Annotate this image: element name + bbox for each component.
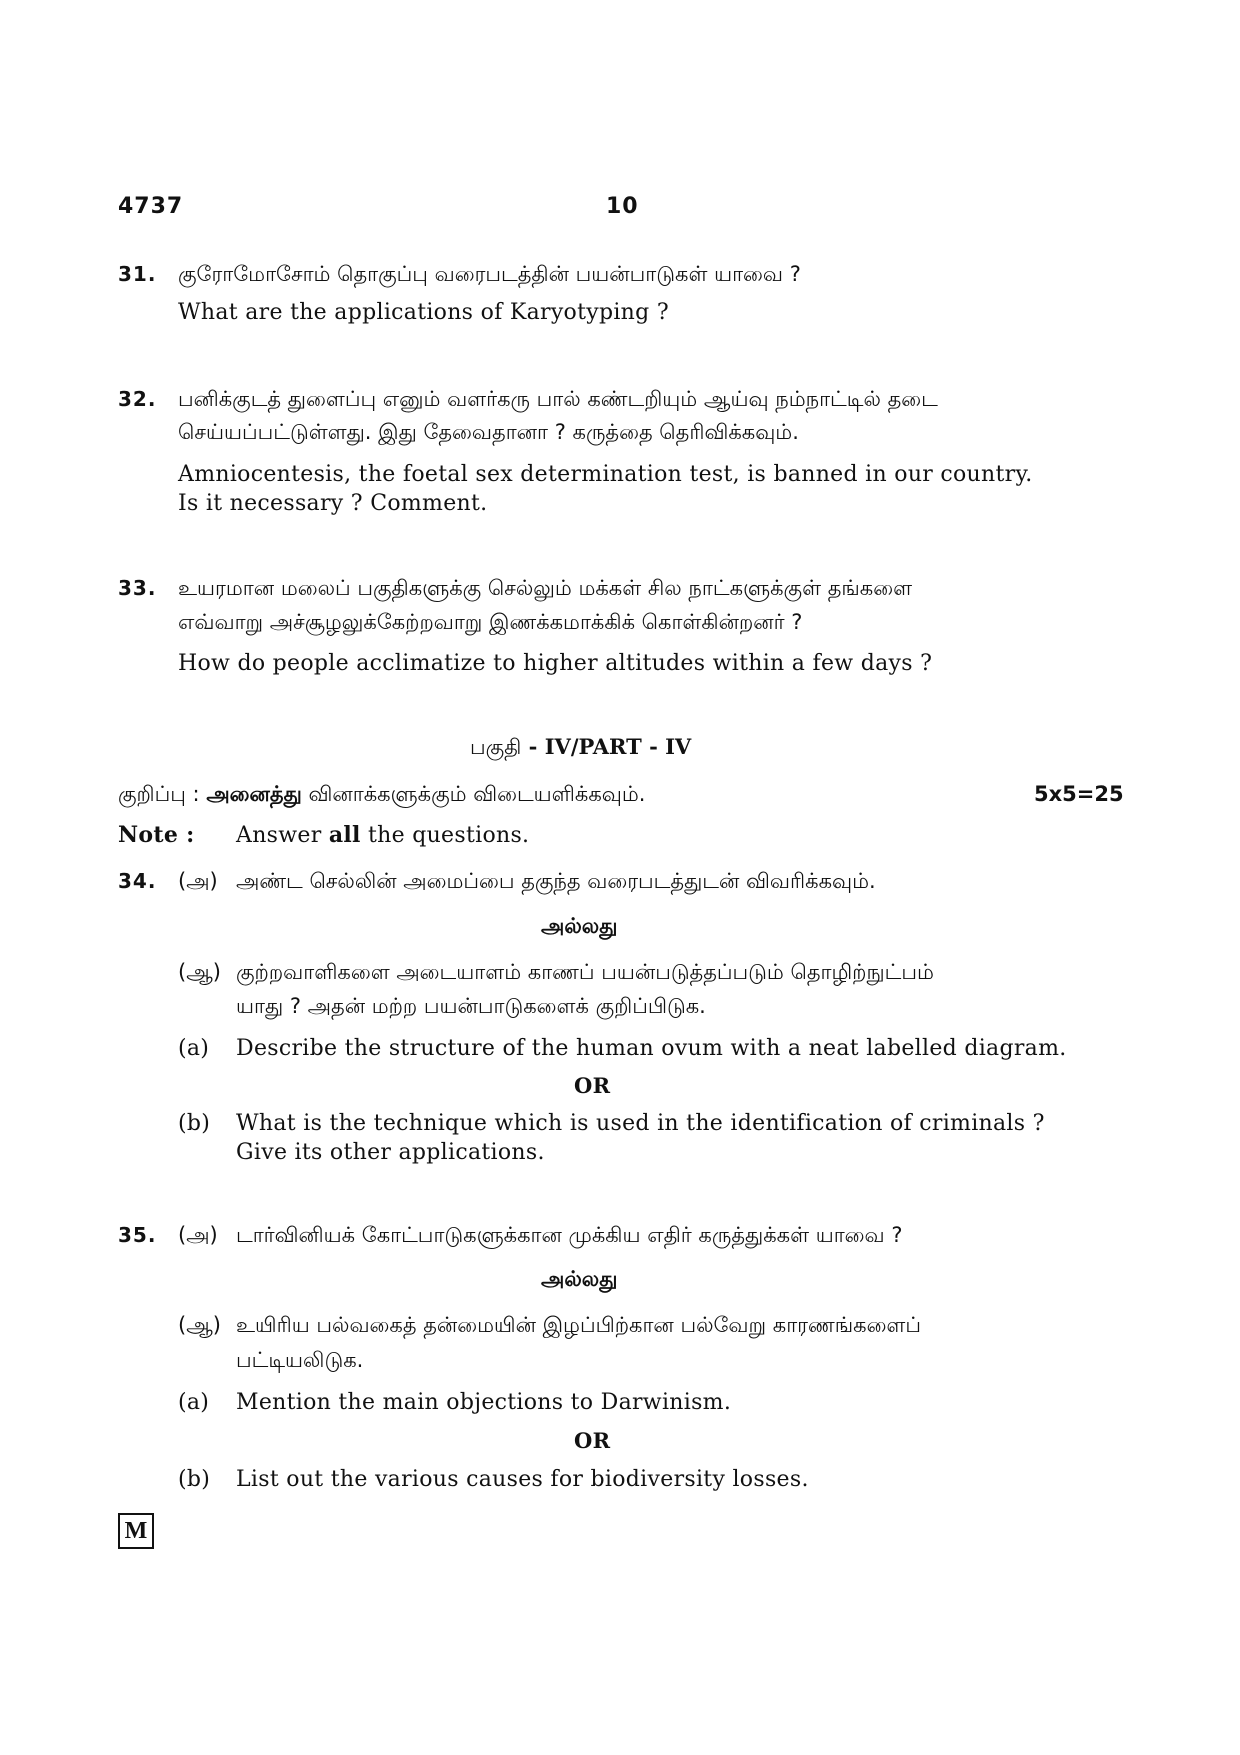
- option-b-tamil-line2: பட்டியலிடுக.: [236, 1348, 364, 1372]
- option-label: (a): [178, 1390, 210, 1415]
- part-heading-tamil: பகுதி: [470, 735, 522, 759]
- option-b-english-line2: Give its other applications.: [236, 1140, 545, 1165]
- note-english-label: Note :: [118, 822, 195, 848]
- marks-allocation: 5x5=25: [1034, 782, 1124, 806]
- question-english-line2: Is it necessary ? Comment.: [178, 491, 488, 516]
- or-english: OR: [574, 1428, 611, 1453]
- option-a-tamil: அண்ட செல்லின் அமைப்பை தகுந்த வரைபடத்துடன் விவரிக்கவும்.: [236, 869, 876, 893]
- option-b-english-line1: What is the technique which is used in the identification of criminals ?: [236, 1111, 1045, 1136]
- question-number: 31.: [118, 262, 157, 286]
- question-tamil: குரோமோசோம் தொகுப்பு வரைபடத்தின் பயன்பாடுகள் யாவை ?: [178, 262, 801, 286]
- option-label: (அ): [178, 869, 218, 893]
- question-english-line1: Amniocentesis, the foetal sex determination test, is banned in our country.: [178, 462, 1033, 487]
- question-number: 32.: [118, 387, 157, 411]
- part-heading-english: - IV/PART - IV: [521, 734, 692, 759]
- question-tamil-line2: செய்யப்பட்டுள்ளது. இது தேவைதானா ? கருத்தை தெரிவிக்கவும்.: [178, 420, 799, 444]
- part-heading: [470, 734, 691, 762]
- page-mark-box: M: [118, 1513, 154, 1549]
- option-a-english: Describe the structure of the human ovum with a neat labelled diagram.: [236, 1036, 1067, 1061]
- question-number: 34.: [118, 869, 157, 893]
- option-a-tamil: டார்வினியக் கோட்பாடுகளுக்கான முக்கிய எதிர் கருத்துக்கள் யாவை ?: [236, 1223, 903, 1247]
- option-b-tamil-line1: உயிரிய பல்வகைத் தன்மையின் இழப்பிற்கான பல்வேறு காரணங்களைப்: [236, 1313, 922, 1337]
- option-label: (a): [178, 1036, 210, 1061]
- question-english: How do people acclimatize to higher altitudes within a few days ?: [178, 651, 933, 676]
- note-tamil-emphasis: அனைத்து: [206, 782, 302, 806]
- paper-code: 4737: [118, 194, 184, 219]
- option-label: (ஆ): [178, 1313, 221, 1337]
- question-english: What are the applications of Karyotyping ?: [178, 300, 669, 325]
- option-a-english: Mention the main objections to Darwinism.: [236, 1390, 732, 1415]
- option-label: (அ): [178, 1223, 218, 1247]
- note-english-text: Answer all the questions.: [236, 822, 530, 848]
- note-english-emphasis: all: [328, 822, 361, 848]
- page-number: 10: [606, 194, 639, 219]
- question-tamil-line1: உயரமான மலைப் பகுதிகளுக்கு செல்லும் மக்கள் சில நாட்களுக்குள் தங்களை: [178, 576, 913, 600]
- option-b-tamil-line2: யாது ? அதன் மற்ற பயன்பாடுகளைக் குறிப்பிடுக.: [236, 994, 706, 1018]
- note-tamil: [118, 782, 645, 809]
- or-tamil: அல்லது: [541, 914, 618, 938]
- question-number: 33.: [118, 576, 157, 600]
- question-tamil-line2: எவ்வாறு அச்சூழலுக்கேற்றவாறு இணக்கமாக்கிக் கொள்கின்றனர் ?: [178, 610, 803, 634]
- option-label: (ஆ): [178, 960, 221, 984]
- note-tamil-text: வினாக்களுக்கும் விடையளிக்கவும்.: [308, 782, 646, 806]
- or-english: OR: [574, 1073, 611, 1098]
- question-tamil-line1: பனிக்குடத் துளைப்பு எனும் வளர்கரு பால் கண்டறியும் ஆய்வு நம்நாட்டில் தடை: [178, 387, 938, 411]
- option-label: (b): [178, 1111, 211, 1136]
- note-tamil-label: குறிப்பு :: [118, 782, 200, 806]
- question-number: 35.: [118, 1223, 157, 1247]
- or-tamil: அல்லது: [541, 1267, 618, 1291]
- option-b-tamil-line1: குற்றவாளிகளை அடையாளம் காணப் பயன்படுத்தப்படும் தொழிற்நுட்பம்: [236, 960, 934, 984]
- option-label: (b): [178, 1467, 211, 1492]
- option-b-english: List out the various causes for biodiversity losses.: [236, 1467, 809, 1492]
